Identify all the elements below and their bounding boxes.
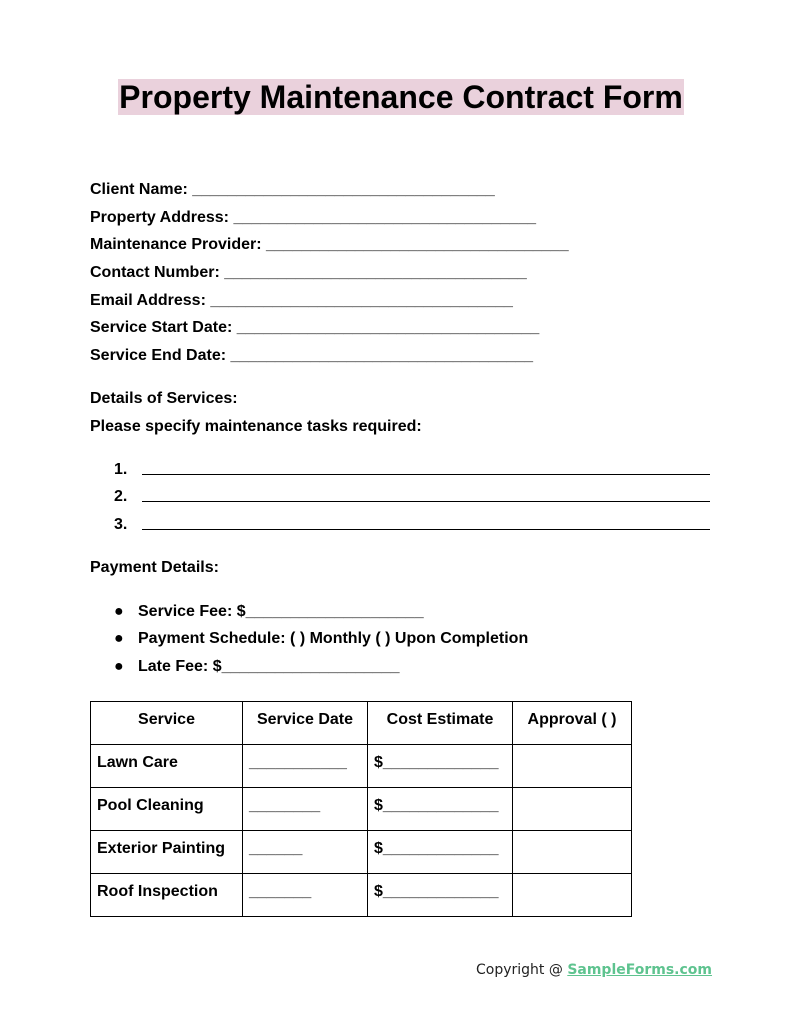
table-row: Roof Inspection _______ $_____________ <box>91 874 632 917</box>
email-address-field: Email Address: __________________________________ <box>90 291 513 309</box>
property-address-field: Property Address: __________________________________ <box>90 208 536 226</box>
header-service: Service <box>91 702 243 745</box>
payment-schedule-item: ● Payment Schedule: ( ) Monthly ( ) Upon Completion <box>114 630 529 647</box>
task-line-2: 2. <box>114 488 714 506</box>
client-name-field: Client Name: __________________________________ <box>90 181 495 198</box>
bullet-icon: ● <box>114 658 124 675</box>
header-approval: Approval ( ) <box>513 702 632 745</box>
header-cost-estimate: Cost Estimate <box>368 702 513 745</box>
table-row: Lawn Care ___________ $_____________ <box>91 745 632 788</box>
service-start-date-field: Service Start Date: __________________________________ <box>90 319 540 337</box>
header-service-date: Service Date <box>243 702 368 745</box>
copyright-footer: Copyright @ SampleForms.com <box>476 962 713 978</box>
task-line-1: 1. <box>114 461 714 479</box>
bullet-icon: ● <box>114 630 124 647</box>
sampleforms-link[interactable]: SampleForms.com <box>567 962 713 978</box>
bullet-icon: ● <box>114 603 124 620</box>
late-fee-item: ● Late Fee: $____________________ <box>114 658 400 675</box>
services-table <box>90 701 632 917</box>
table-row: Pool Cleaning ________ $_____________ <box>91 788 632 831</box>
maintenance-provider-field: Maintenance Provider: __________________________________ <box>90 236 569 254</box>
contact-number-field: Contact Number: __________________________________ <box>90 264 527 282</box>
table-row: Exterior Painting ______ $_____________ <box>91 831 632 874</box>
payment-heading: Payment Details: <box>90 559 219 576</box>
table-header-row <box>91 702 632 745</box>
page-title: Property Maintenance Contract Form <box>119 79 683 115</box>
contract-fields <box>90 180 569 374</box>
details-heading: Details of Services: <box>90 390 238 407</box>
task-line-3: 3. <box>114 516 714 534</box>
details-instruction: Please specify maintenance tasks required: <box>90 418 422 435</box>
service-end-date-field: Service End Date: __________________________________ <box>90 347 534 365</box>
service-fee-item: ● Service Fee: $____________________ <box>114 603 424 620</box>
